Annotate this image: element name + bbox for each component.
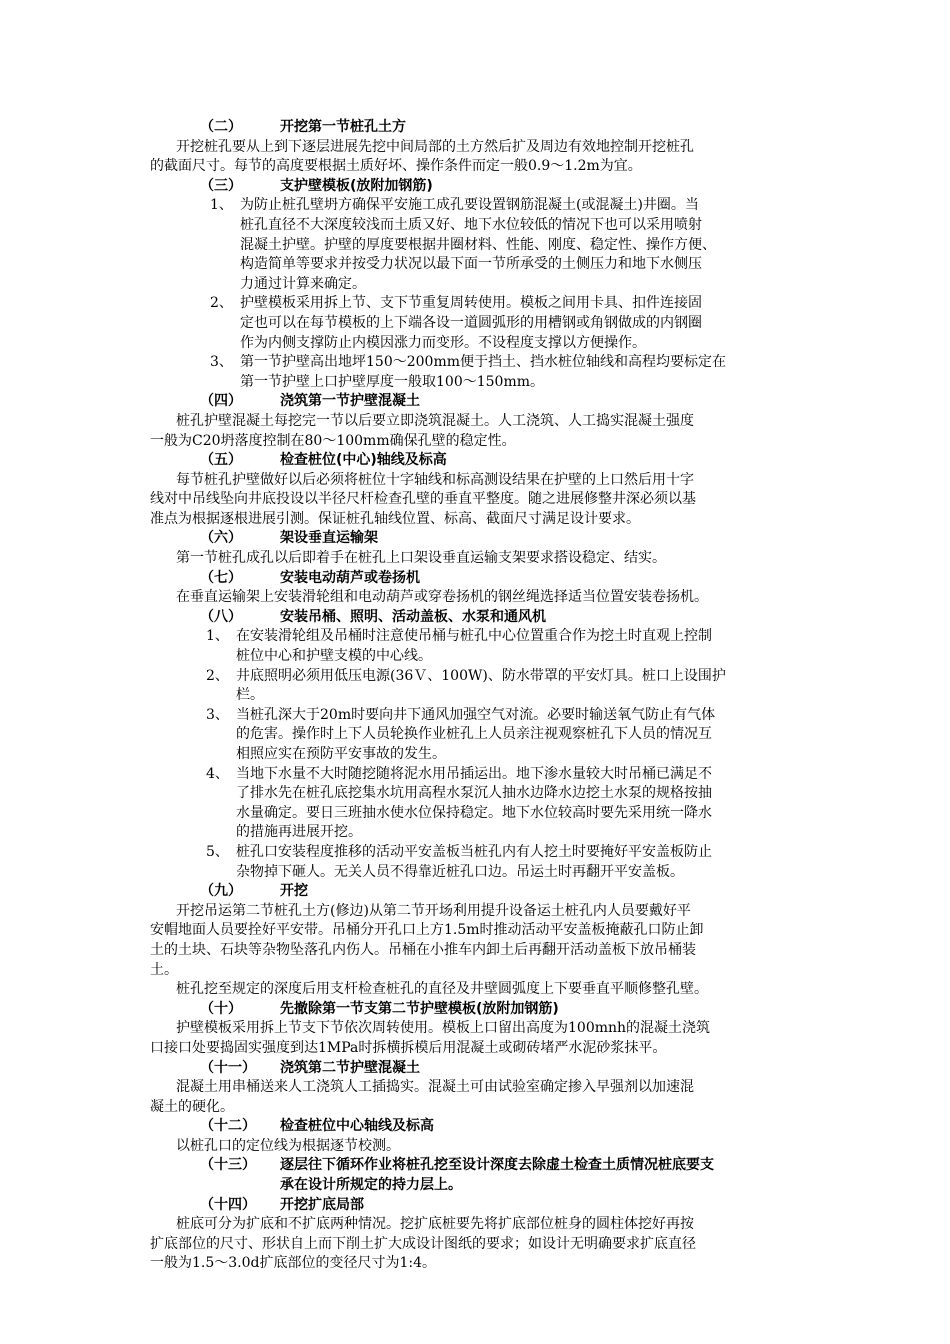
section-heading xyxy=(0,177,950,197)
line-text: 栏。 xyxy=(236,687,264,704)
paragraph-line xyxy=(0,1254,950,1274)
section-title: 开挖第一节桩孔土方 xyxy=(280,119,406,135)
section-heading xyxy=(0,1196,950,1216)
line-text: 在安装滑轮组及吊桶时注意使吊桶与桩孔中心位置重合作为挖土时直观上控制 xyxy=(236,628,712,645)
line-text: 一般为1.5～3.0d扩底部位的变径尺寸为1:4。 xyxy=(150,1255,437,1272)
line-text: 当地下水量不大时随挖随将泥水用吊插运出。地下渗水量较大时吊桶已满足不 xyxy=(236,765,712,782)
line-text: 护壁模板采用拆上节支下节依次周转使用。模板上口留出高度为100mnh的混凝土浇筑 xyxy=(176,1020,711,1037)
list-number: 2、 xyxy=(206,667,229,684)
line-text: 杂物掉下砸人。无关人员不得靠近桩孔口边。吊运土时再翻开平安盖板。 xyxy=(236,863,684,880)
paragraph-line xyxy=(0,804,950,824)
document-body xyxy=(0,118,950,1274)
paragraph-line xyxy=(0,275,950,295)
section-heading xyxy=(0,451,950,471)
section-heading xyxy=(0,882,950,902)
section-number: （十二） xyxy=(200,1118,256,1135)
section-heading xyxy=(0,392,950,412)
paragraph-line xyxy=(0,255,950,275)
line-text: 桩孔口安装程度推移的活动平安盖板当桩孔内有人挖土时要掩好平安盖板防止 xyxy=(236,843,712,860)
paragraph-line xyxy=(0,432,950,452)
line-text: 第一节护壁高出地坪150～200mm便于挡土、挡水桩位轴线和高程均要标定在 xyxy=(240,354,726,371)
line-text: 桩位中心和护壁支模的中心线。 xyxy=(236,648,432,665)
list-number: 3、 xyxy=(210,354,233,371)
line-text: 水量确定。要日三班抽水使水位保持稳定。地下水位较高时要先采用统一降水 xyxy=(236,804,712,821)
line-text: 的措施再进展开挖。 xyxy=(236,824,362,841)
line-text: 定也可以在每节模板的上下端各设一道圆弧形的用槽钢或角钢做成的内钢圈 xyxy=(240,314,702,331)
paragraph-line xyxy=(0,373,950,393)
paragraph-line xyxy=(0,765,950,785)
section-number: （十三） xyxy=(200,1157,256,1174)
line-text: 在垂直运输架上安装滑轮组和电动葫芦或穿卷扬机的钢丝绳选择适当位置安装卷扬机。 xyxy=(176,589,708,606)
paragraph-line xyxy=(0,353,950,373)
paragraph-line xyxy=(0,745,950,765)
line-text: 桩孔挖至规定的深度后用支杆检查桩孔的直径及井壁圆弧度上下要垂直平顺修整孔壁。 xyxy=(176,981,708,998)
paragraph-line xyxy=(0,725,950,745)
section-heading xyxy=(0,569,950,589)
section-heading xyxy=(0,608,950,628)
section-title: 安装吊桶、照明、活动盖板、水泵和通风机 xyxy=(280,608,546,625)
line-text: 凝土的硬化。 xyxy=(150,1098,234,1115)
paragraph-line xyxy=(0,1235,950,1255)
paragraph-line xyxy=(0,138,950,158)
line-text: 开挖桩孔要从上到下逐层进展先挖中间局部的土方然后扩及周边有效地控制开挖桩孔 xyxy=(176,138,694,155)
section-number: （六） xyxy=(200,530,242,547)
section-number: （十） xyxy=(200,1000,242,1017)
line-text: 口接口处要捣固实强度到达1MPa时拆横拆模后用混凝土或砌砖堵严水泥砂浆抹平。 xyxy=(150,1039,667,1056)
section-title: 检查桩位(中心)轴线及标高 xyxy=(280,452,447,469)
section-number: （九） xyxy=(200,883,242,900)
paragraph-line xyxy=(0,510,950,530)
paragraph-line xyxy=(0,1098,950,1118)
section-number: （二） xyxy=(200,119,242,135)
list-number: 1、 xyxy=(210,197,233,214)
line-text: 了排水先在桩孔底挖集水坑用高程水泵沉人抽水边降水边挖土水泵的规格按抽 xyxy=(236,785,712,802)
line-text: 以桩孔口的定位线为根据逐节校测。 xyxy=(176,1137,400,1154)
section-title: 开挖扩底局部 xyxy=(280,1196,364,1213)
paragraph-line xyxy=(0,921,950,941)
line-text: 作为内侧支撑防止内模因涨力而变形。不设程度支撑以方便操作。 xyxy=(240,334,646,351)
paragraph-line xyxy=(0,236,950,256)
section-title: 开挖 xyxy=(280,883,308,900)
line-text: 当桩孔深大于20m时要向井下通风加强空气对流。必要时输送氧气防止有气体 xyxy=(236,706,716,723)
section-number: （五） xyxy=(200,452,242,469)
line-text: 扩底部位的尺寸、形状自上而下削土扩大成设计图纸的要求；如设计无明确要求扩底直径 xyxy=(150,1235,696,1252)
paragraph-line xyxy=(0,157,950,177)
section-title: 先撤除第一节支第二节护壁模板(放附加钢筋) xyxy=(280,1000,559,1017)
paragraph-line xyxy=(0,627,950,647)
section-title: 浇筑第二节护壁混凝土 xyxy=(280,1059,420,1076)
line-text: 安帽地面人员要拴好平安带。吊桶分开孔口上方1.5m时推动活动平安盖板掩蔽孔口防止卸 xyxy=(150,922,704,939)
paragraph-line xyxy=(0,334,950,354)
line-text: 一般为C20坍落度控制在80～100mm确保孔壁的稳定性。 xyxy=(150,432,516,449)
line-text: 桩底可分为扩底和不扩底两种情况。挖扩底桩要先将扩底部位桩身的圆柱体挖好再按 xyxy=(176,1216,694,1233)
section-title: 浇筑第一节护壁混凝土 xyxy=(280,393,420,410)
line-text: 桩孔直径不大深度较浅而土质又好、地下水位较低的情况下也可以采用喷射 xyxy=(240,216,702,233)
paragraph-line xyxy=(0,823,950,843)
list-number: 4、 xyxy=(206,765,229,782)
paragraph-line xyxy=(0,784,950,804)
paragraph-line xyxy=(0,471,950,491)
paragraph-line xyxy=(0,706,950,726)
section-number: （四） xyxy=(200,393,242,410)
list-number: 2、 xyxy=(210,295,233,312)
line-text: 第一节护壁上口护壁厚度一般取100～150mm。 xyxy=(240,373,544,390)
paragraph-line xyxy=(0,196,950,216)
section-number: （七） xyxy=(200,569,242,586)
paragraph-line xyxy=(0,216,950,236)
line-text: 土。 xyxy=(150,961,178,978)
section-title: 支护壁模板(放附加钢筋) xyxy=(280,177,433,194)
paragraph-line xyxy=(0,294,950,314)
line-text: 力通过计算来确定。 xyxy=(240,275,366,292)
line-text: 第一节桩孔成孔以后即着手在桩孔上口架设垂直运输支架要求搭设稳定、结实。 xyxy=(176,550,666,567)
list-number: 3、 xyxy=(206,706,229,723)
section-title: 安装电动葫芦或卷扬机 xyxy=(280,569,420,586)
paragraph-line xyxy=(0,961,950,981)
line-text: 的截面尺寸。每节的高度要根据土质好坏、操作条件而定一般0.9～1.2m为宜。 xyxy=(150,158,642,175)
section-number: （十四） xyxy=(200,1196,256,1213)
section-heading xyxy=(0,1176,950,1196)
section-heading xyxy=(0,118,950,138)
list-number: 5、 xyxy=(206,843,229,860)
section-heading xyxy=(0,1117,950,1137)
paragraph-line xyxy=(0,314,950,334)
line-text: 混凝土护壁。护壁的厚度要根据井圈材料、性能、刚度、稳定性、操作方便、 xyxy=(240,236,716,253)
line-text: 井底照明必须用低压电源(36Ｖ、100W)、防水带罩的平安灯具。桩口上设围护 xyxy=(236,667,726,684)
paragraph-line xyxy=(0,1215,950,1235)
paragraph-line xyxy=(0,1019,950,1039)
section-heading xyxy=(0,1000,950,1020)
paragraph-line xyxy=(0,863,950,883)
section-heading xyxy=(0,529,950,549)
section-title: 架设垂直运输架 xyxy=(280,530,378,547)
list-number: 1、 xyxy=(206,628,229,645)
line-text: 构造简单等要求并按受力状况以最下面一节所承受的土侧压力和地下水侧压 xyxy=(240,256,702,273)
section-title: 承在设计所规定的持力层上。 xyxy=(280,1177,462,1194)
section-number: （三） xyxy=(200,177,242,194)
line-text: 准点为根据逐根进展引测。保证桩孔轴线位置、标高、截面尺寸满足设计要求。 xyxy=(150,510,640,527)
paragraph-line xyxy=(0,941,950,961)
paragraph-line xyxy=(0,1137,950,1157)
section-number: （八） xyxy=(200,608,242,625)
line-text: 的危害。操作时上下人员轮换作业桩孔上人员亲注视观察桩孔下人员的情况互 xyxy=(236,726,712,743)
paragraph-line xyxy=(0,1078,950,1098)
paragraph-line xyxy=(0,647,950,667)
paragraph-line xyxy=(0,588,950,608)
section-heading xyxy=(0,1156,950,1176)
paragraph-line xyxy=(0,549,950,569)
paragraph-line xyxy=(0,412,950,432)
section-number: （十一） xyxy=(200,1059,256,1076)
section-title: 逐层往下循环作业将桩孔挖至设计深度去除虚土检查土质情况桩底要支 xyxy=(280,1157,714,1174)
paragraph-line xyxy=(0,843,950,863)
section-title: 检查桩位中心轴线及标高 xyxy=(280,1118,434,1135)
line-text: 混凝土用串桶送来人工浇筑人工插捣实。混凝土可由试验室确定掺入早强剂以加速混 xyxy=(176,1079,694,1096)
line-text: 开挖吊运第二节桩孔土方(修边)从第二节开场利用提升设备运土桩孔内人员要戴好平 xyxy=(176,902,691,919)
line-text: 土的土块、石块等杂物坠落孔内伤人。吊桶在小推车内卸土后再翻开活动盖板下放吊桶装 xyxy=(150,941,696,958)
paragraph-line xyxy=(0,667,950,687)
paragraph-line xyxy=(0,902,950,922)
paragraph-line xyxy=(0,1039,950,1059)
line-text: 为防止桩孔壁坍方确保平安施工成孔要设置钢筋混凝土(或混凝土)井圈。当 xyxy=(240,197,699,214)
line-text: 每节桩孔护壁做好以后必须将桩位十字轴线和标高测设结果在护壁的上口然后用十字 xyxy=(176,471,694,488)
paragraph-line xyxy=(0,686,950,706)
line-text: 相照应实在预防平安事故的发生。 xyxy=(236,746,446,762)
paragraph-line xyxy=(0,490,950,510)
line-text: 桩孔护壁混凝土每挖完一节以后要立即浇筑混凝土。人工浇筑、人工捣实混凝土强度 xyxy=(176,412,694,429)
section-heading xyxy=(0,1059,950,1079)
paragraph-line xyxy=(0,980,950,1000)
line-text: 线对中吊线坠向井底投设以半径尺杆检查孔壁的垂直平整度。随之进展修整井深必须以基 xyxy=(150,491,696,508)
line-text: 护壁模板采用拆上节、支下节重复周转使用。模板之间用卡具、扣件连接固 xyxy=(240,295,702,312)
